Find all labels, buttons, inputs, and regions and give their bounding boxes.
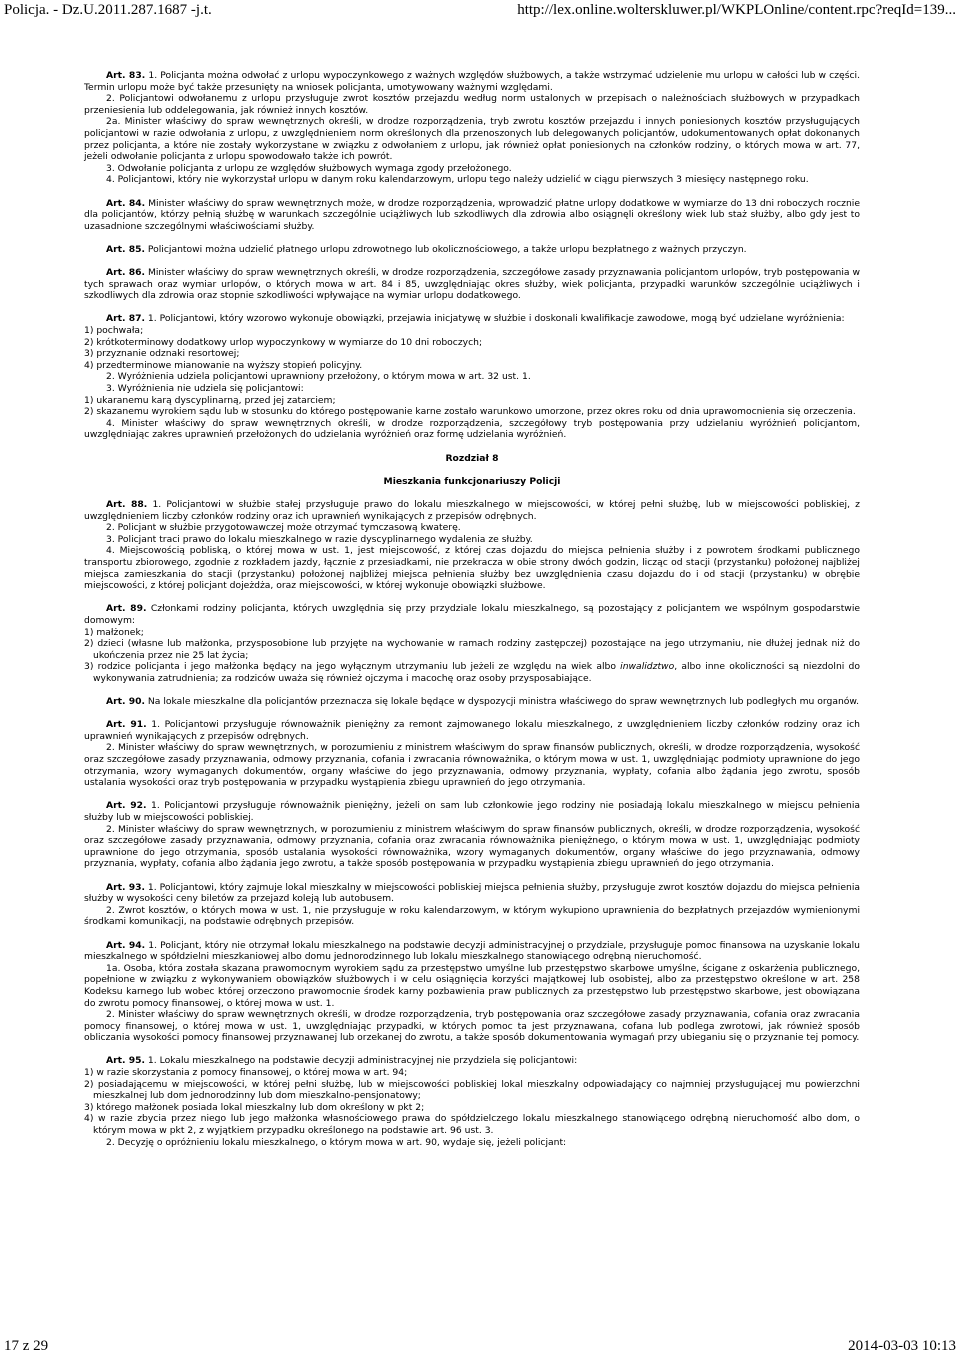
article-label: Art. 90. bbox=[106, 696, 145, 708]
page-counter: 17 z 29 bbox=[4, 1338, 49, 1354]
paragraph: 1. Policjantowi przysługuje równoważnik pieniężny za remont zajmowanego lokalu mieszkalnego, z uwzględnieniem liczby członków rodziny oraz ich uprawnień wynikających z przepisów odrębnych. bbox=[84, 719, 861, 742]
chapter-number: Rozdział 8 bbox=[445, 452, 499, 464]
list-item: 4) w razie zbycia przez niego lub jego małżonka własnościowego prawa do spółdzielczego lokalu mieszkalnego stanowiącego odrębną nieruchomość albo dom, o którym mowa w pkt 2, z wyjątkiem przypadku określonego na podstawie art. 96 ust. 3. bbox=[84, 1113, 860, 1137]
paragraph: 3. Policjant traci prawo do lokalu mieszkalnego w razie dyscyplinarnego wydalenia ze służby. bbox=[106, 533, 533, 545]
article-label: Art. 83. bbox=[106, 70, 146, 81]
article-88 bbox=[84, 499, 860, 522]
paragraph: 1. Lokalu mieszkalnego na podstawie decyzji administracyjnej nie przydziela się policjantowi: bbox=[147, 1055, 578, 1067]
list-item: 1) w razie skorzystania z pomocy finansowej, o której mowa w art. 94; bbox=[84, 1067, 408, 1079]
article-label: Art. 92. bbox=[106, 800, 147, 812]
paragraph: 4. Policjantowi, który nie wykorzystał urlopu w danym roku kalendarzowym, urlopu tego należy udzielić w ciągu pierwszych 3 miesięcy następnego roku. bbox=[106, 174, 809, 186]
paragraph: Na lokale mieszkalne dla policjantów przeznacza się lokale będące w dyspozycji ministra właściwego do spraw wewnętrznych lub podległych mu organów. bbox=[147, 696, 860, 708]
article-91 bbox=[84, 719, 860, 742]
list-item: 2) skazanemu wyrokiem sądu lub w stosunku do którego postępowanie karne zostało warunkowo umorzone, przez okres roku od dnia uprawomocnienia się orzeczenia. bbox=[84, 406, 856, 418]
paragraph: 1. Policjantowi, który zajmuje lokal mieszkalny w miejscowości pobliskiej miejsca pełnienia służby, przysługuje zwrot kosztów dojazdu do miejsca pełnienia służby w wysokości ceny biletów za przejazd koleją lub autobusem. bbox=[84, 881, 860, 905]
paragraph: Członkami rodziny policjanta, których uwzględnia się przy przydziale lokalu mieszkalnego, są pozostający z policjantem we wspólnym gospodarstwie domowym: bbox=[84, 603, 861, 626]
paragraph: 2. Policjantowi odwołanemu z urlopu przysługuje zwrot kosztów przejazdu według norm ustalonych w przepisach o należnościach służbowych w przypadkach przeniesienia lub oddelegowania, jak również innych kosztów. bbox=[84, 93, 860, 116]
paragraph: 4. Minister właściwy do spraw wewnętrznych określi, w drodze rozporządzenia, szczegółowy tryb postępowania przy udzielaniu wyróżnień policjantom, uwzględniając zakres uprawnień przełożonych do udzielania wyróżnień oraz formę udzielania wyróżnień. bbox=[84, 417, 860, 441]
paragraph: 4. Miejscowością pobliską, o której mowa w ust. 1, jest miejscowość, z której czas dojazdu do miejsca pełnienia służby i z powrotem środkami publicznego transportu zbiorowego, zgodnie z rozkładem jazdy, łącznie z przesiadkami, nie przekracza w obie strony dwóch godzin, licząc od stacji (przystanku) położonej najbliżej miejsca zamieszkania do stacji (przystanku) położonej najbliżej miejsca pełnienia służby bez uwzględnienia czasu dojazdu do i od stacji (przystanku) w obrębie miejscowości, z której policjant dojeżdża, oraz miejscowości, w której wykonuje obowiązki służbowe. bbox=[84, 545, 860, 592]
paragraph: 3. Wyróżnienia nie udziela się policjantowi: bbox=[106, 383, 304, 395]
article-85 bbox=[84, 244, 860, 256]
paragraph: 1. Policjantowi, który wzorowo wykonuje obowiązki, przejawia inicjatywę w służbie i doskonali kwalifikacje zawodowe, mogą być udzielane wyróżnienia: bbox=[147, 313, 845, 325]
article-label: Art. 86. bbox=[106, 267, 146, 279]
article-label: Art. 93. bbox=[106, 881, 145, 893]
article-86 bbox=[84, 267, 860, 302]
article-label: Art. 91. bbox=[106, 719, 147, 731]
paragraph: 1. Policjantowi w służbie stałej przysługuje prawo do lokalu mieszkalnego w miejscowości, w której pełni służbę, lub w miejscowości pobliskiej, z uwzględnieniem liczby członków rodziny oraz ich uprawnień wynikających z przepisów odrębnych. bbox=[84, 498, 860, 522]
paragraph: Minister właściwy do spraw wewnętrznych określi, w drodze rozporządzenia, szczegółowe zasady przyznawania policjantom urlopów, tryb postępowania w tych sprawach oraz wymiar urlopów, o których mowa w art. 84 i 85, uwzględniając okres służby, wiek policjanta, przypadki warunków szczególnie uciążliwych i szkodliwych dla zdrowia oraz stopnie szkodliwości wpływające na wymiar urlopu dodatkowego. bbox=[84, 267, 860, 302]
article-94 bbox=[84, 940, 860, 963]
article-label: Art. 87. bbox=[106, 313, 145, 325]
paragraph: Minister właściwy do spraw wewnętrznych może, w drodze rozporządzenia, wprowadzić płatne urlopy dodatkowe w wymiarze do 13 dni roboczych rocznie dla policjantów, którzy pełnią służbę w warunkach szczególnie uciążliwych lub szkodliwych dla zdrowia albo osiągnęli określony wiek lub staż służby, albo gdy jest to uzasadnione szczególnymi właściwościami służby. bbox=[84, 197, 860, 232]
article-84 bbox=[84, 198, 860, 233]
list-item bbox=[84, 661, 860, 684]
paragraph: 1a. Osoba, która została skazana prawomocnym wyrokiem sądu za przestępstwo umyślne lub przestępstwo skarbowe umyślne, ścigane z oskarżenia publicznego, popełnione w związku z wykonywaniem obowiązków służbowych i w celu osiągnięcia korzyści majątkowej lub osobistej, albo za przestępstwo określone w art. 258 Kodeksu karnego lub wobec której orzeczono prawomocnie środek karny pozbawienia praw publicznych za przestępstwo lub przestępstwo skarbowe, jest obowiązana do zwrotu pomocy finansowej, o której mowa w ust. 1. bbox=[84, 962, 860, 1009]
paragraph: 2a. Minister właściwy do spraw wewnętrznych określi, w drodze rozporządzenia, tryb zwrotu kosztów przejazdu i innych poniesionych kosztów przysługujących policjantowi w razie odwołania z urlopu, z uwzględnieniem norm określonych dla przenoszonych lub delegowanych policjantów, udokumentowanych opłat dokonanych przez policjanta, a które nie zostały wykorzystane w związku z odwołaniem z urlopu, jak również opłat poniesionych na członków rodziny, o których mowa w art. 77, jeżeli odwołanie policjanta z urlopu spowodowało także ich powrót. bbox=[84, 116, 860, 163]
list-item-text: , albo inne okoliczności są niezdolni do wykonywania zatrudnienia; za rodziców uważa się również ojczyma i macochę oraz osoby przysposabiające. bbox=[93, 661, 860, 684]
chapter-title: Mieszkania funkcjonariuszy Policji bbox=[383, 475, 561, 487]
paragraph: 3. Odwołanie policjanta z urlopu ze względów służbowych wymaga zgody przełożonego. bbox=[106, 162, 512, 174]
paragraph: 2. Policjant w służbie przygotowawczej może otrzymać tymczasową kwaterę. bbox=[106, 522, 461, 534]
list-item: 1) małżonek; bbox=[84, 626, 144, 638]
article-90 bbox=[84, 696, 860, 708]
article-label: Art. 94. bbox=[106, 939, 146, 951]
article-label: Art. 85. bbox=[106, 243, 145, 255]
list-item-text: 3) rodzice policjanta i jego małżonka będący na jego wyłącznym utrzymaniu lub jeżeli ze względu na wiek albo bbox=[84, 661, 621, 673]
article-label: Art. 89. bbox=[106, 603, 147, 615]
list-item: 2) posiadającemu w miejscowości, w której pełni służbę, lub w miejscowości pobliskiej lokal mieszkalny odpowiadający co najmniej przysługującej mu powierzchni mieszkalnej lub dom jednorodzinny lub dom mieszkalno-pensjonatowy; bbox=[84, 1078, 860, 1102]
list-item: 1) ukaranemu karą dyscyplinarną, przed jej zatarciem; bbox=[84, 394, 336, 406]
paragraph: 2. Decyzję o opróżnieniu lokalu mieszkalnego, o którym mowa w art. 90, wydaje się, jeżeli policjant: bbox=[106, 1136, 567, 1148]
article-83 bbox=[84, 70, 860, 93]
browser-print-header-title: Policja. - Dz.U.2011.287.1687 -j.t. bbox=[4, 2, 212, 18]
article-93 bbox=[84, 882, 860, 905]
list-item: 3) którego małżonek posiada lokal mieszkalny lub dom określony w pkt 2; bbox=[84, 1101, 425, 1113]
article-label: Art. 88. bbox=[106, 498, 148, 510]
paragraph: 2. Minister właściwy do spraw wewnętrznych, w porozumieniu z ministrem właściwym do spraw finansów publicznych, określi, w drodze rozporządzenia, wysokość oraz szczegółowe zasady przyznawania, odmowy przyznania, cofania oraz zwracania równoważnika pieniężnego, o którym mowa w ust. 1, uwzględniając podmioty uprawnione do jego otrzymania, sposób ustalania wysokości równoważnika, wzory wymaganych dokumentów, organy właściwe do jego przyznawania, odmowy przyznania, wypłaty, cofania albo żądania jego zwrotu, a także sposób postępowania w przypadku wystąpienia zbiegu uprawnień do jego otrzymania. bbox=[84, 823, 860, 870]
paragraph: 1. Policjanta można odwołać z urlopu wypoczynkowego z ważnych względów służbowych, a także wstrzymać udzielenie mu urlopu w całości lub w części. Termin urlopu może być także przesunięty na wniosek policjanta, umotywowany ważnymi względami. bbox=[84, 70, 861, 93]
paragraph: 2. Wyróżnienia udziela policjantowi uprawniony przełożony, o którym mowa w art. 32 ust. 1. bbox=[106, 371, 531, 383]
print-datetime: 2014-03-03 10:13 bbox=[848, 1338, 956, 1354]
paragraph: 1. Policjantowi przysługuje równoważnik pieniężny, jeżeli on sam lub członkowie jego rodziny nie posiadają lokalu mieszkalnego w miejscu pełnienia służby lub w miejscowości pobliskiej. bbox=[84, 800, 861, 823]
italic-term: inwalidztwo bbox=[620, 661, 675, 673]
paragraph: 2. Minister właściwy do spraw wewnętrznych określi, w drodze rozporządzenia, tryb postępowania oraz szczegółowe zasady przyznawania, cofania oraz zwracania pomocy finansowej, o której mowa w ust. 1, uwzględniając przypadki, w których pomoc ta jest przyznawana, cofana lub podlega zwrotowi, jak również sposób obliczania wysokości pomocy finansowej przyznawanej lub orzekanej do zwrotu, a także sposób dokumentowania wymagań przy ubieganiu się o przyznanie tej pomocy. bbox=[84, 1009, 860, 1044]
list-item: 4) przedterminowe mianowanie na wyższy stopień policyjny. bbox=[84, 359, 363, 371]
article-label: Art. 95. bbox=[106, 1055, 145, 1067]
list-item: 1) pochwała; bbox=[84, 325, 144, 337]
list-item: 2) dzieci (własne lub małżonka, przysposobione lub przyjęte na wychowanie w ramach rodziny zastępczej) pozostające na jego utrzymaniu, nie dłużej jednak niż do ukończenia przez nie 25 lat życia; bbox=[84, 638, 860, 661]
article-89 bbox=[84, 603, 860, 626]
article-87 bbox=[84, 313, 860, 325]
paragraph: Policjantowi można udzielić płatnego urlopu zdrowotnego lub okolicznościowego, a także urlopu bezpłatnego z ważnych przyczyn. bbox=[147, 243, 747, 255]
paragraph: 2. Zwrot kosztów, o których mowa w ust. 1, nie przysługuje w roku kalendarzowym, w którym wykupiono uprawnienia do bezpłatnych przejazdów wymienionymi środkami komunikacji, na podstawie odrębnych przepisów. bbox=[84, 904, 860, 928]
list-item: 2) krótkoterminowy dodatkowy urlop wypoczynkowy w wymiarze do 10 dni roboczych; bbox=[84, 336, 483, 348]
paragraph: 2. Minister właściwy do spraw wewnętrznych, w porozumieniu z ministrem właściwym do spraw finansów publicznych, określi, w drodze rozporządzenia, wysokość oraz szczegółowe zasady przyznawania, odmowy przyznania, cofania i zwracania równoważnika, o którym mowa w ust. 1, uwzględniając podmioty uprawnione do jego otrzymania, wzory wymaganych dokumentów, organy właściwe do jego przyznawania, odmowy przyznania, wypłaty, cofania albo żądania jego zwrotu, sposób ustalania wysokości oraz tryb postępowania w przypadku wystąpienia zbiegu uprawnień do jego otrzymania. bbox=[84, 742, 860, 789]
list-item: 3) przyznanie odznaki resortowej; bbox=[84, 348, 240, 360]
article-label: Art. 84. bbox=[106, 197, 146, 209]
article-95 bbox=[84, 1055, 860, 1067]
document-body bbox=[84, 70, 860, 1148]
browser-print-header-url: http://lex.online.wolterskluwer.pl/WKPLOnline/content.rpc?reqId=139... bbox=[517, 2, 956, 18]
paragraph: 1. Policjant, który nie otrzymał lokalu mieszkalnego na podstawie decyzji administracyjnej o przydziale, przysługuje pomoc finansowa na uzyskanie lokalu mieszkalnego w spółdzielni mieszkaniowej albo domu jednorodzinnego lub lokalu mieszkalnego stanowiącego odrębną nieruchomość. bbox=[84, 939, 860, 963]
article-92 bbox=[84, 800, 860, 823]
